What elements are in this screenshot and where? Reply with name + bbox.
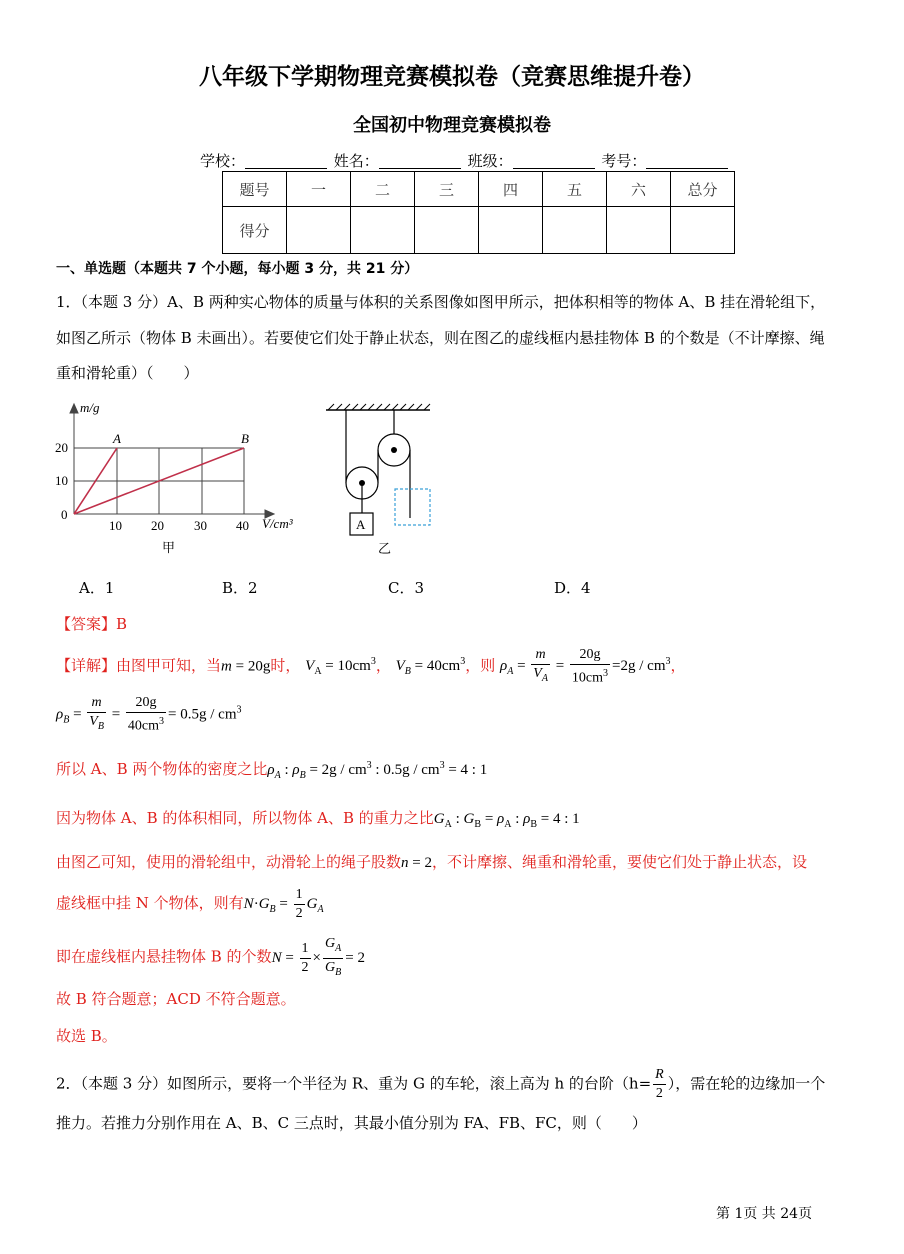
- exam-no-blank: [646, 154, 728, 169]
- object-a-label: A: [356, 517, 366, 532]
- q2-line-2: 推力。若推力分别作用在 A、B、C 三点时，其最小值分别为 FA、FB、FC，则（ ）: [56, 1114, 647, 1132]
- score-cell[interactable]: [415, 207, 479, 254]
- graph-y-label: m/g: [80, 400, 100, 415]
- option-b[interactable]: B．2: [222, 579, 258, 597]
- point-b-label: B: [241, 431, 249, 446]
- score-header-cell: 三: [415, 172, 479, 207]
- school-label: 学校：: [200, 152, 246, 170]
- eq-va: $V_A = 10cm^3$: [305, 656, 376, 678]
- graph-y-arrow: [70, 404, 78, 413]
- section-heading: 一、单选题（本题共 7 个小题，每小题 3 分，共 21 分）: [56, 261, 419, 277]
- mass-volume-graph: [50, 398, 310, 560]
- student-info-fields: [200, 150, 730, 171]
- score-cell[interactable]: [351, 207, 415, 254]
- rope-count-eq: n = 2: [401, 855, 432, 871]
- page-title: 八年级下学期物理竞赛模拟卷（竞赛思维提升卷）: [199, 64, 705, 90]
- page-number: 第 1页 共 24页: [716, 1206, 813, 1222]
- q1-line-2: 如图乙所示（物体 B 未画出）。若要使它们处于静止状态，则在图乙的虚线框内悬挂物体 B 的个数是（不计摩擦、绳: [56, 329, 825, 347]
- score-row-label: 得分: [223, 207, 287, 254]
- school-blank: [245, 154, 327, 169]
- x-tick-40: 40: [236, 518, 249, 533]
- score-cell[interactable]: [671, 207, 735, 254]
- detail-ratio-line: 所以 A、B 两个物体的密度之比$\rho_A$ : $\rho_B = 2g / cm^3$ : $0.5g / cm^3 = 4$ : 1: [56, 760, 488, 781]
- score-cell[interactable]: [607, 207, 671, 254]
- score-header-cell: 四: [479, 172, 543, 207]
- pulley-diagram: [322, 400, 437, 560]
- score-cell[interactable]: [543, 207, 607, 254]
- score-header-cell: 五: [543, 172, 607, 207]
- eq-rho-a: $\rho_A$ = $\frac{m}{V_A}$ = $\frac{20g}{10cm^3}$ $=2g / cm^3$: [500, 647, 671, 686]
- answer-line: 【答案】B: [56, 615, 128, 633]
- x-tick-30: 30: [194, 518, 207, 533]
- weight-ratio-eq: $G_A$ : $G_B = \rho_A$ : $\rho_B = 4$ : 1: [433, 811, 580, 830]
- eq-mass: m = 20g: [221, 658, 271, 675]
- eq-rho-b: $\rho_B$ = $\frac{m}{V_B}$ = $\frac{20g}{40cm^3}$ = $0.5g / cm^3$: [56, 695, 242, 734]
- score-header-cell: 题号: [223, 172, 287, 207]
- exam-no-label: 考号：: [601, 152, 647, 170]
- y-tick-20: 20: [55, 440, 68, 455]
- x-tick-10: 10: [109, 518, 122, 533]
- detail-count-line: 即在虚线框内悬挂物体 B 的个数N = $\frac{1}{2}$ × $\frac{G_A}{G_B}$ = 2: [56, 936, 365, 978]
- name-blank: [379, 154, 461, 169]
- q2-line-1: 2．（本题 3 分）如图所示，要将一个半径为 R、重为 G 的车轮，滚上高为 h 的台阶（h= $\frac{R}{2}$ ），需在轮的边缘加一个: [56, 1067, 826, 1101]
- detail-n-line: 虚线框中挂 N 个物体，则有$N\cdot G_B$ = $\frac{1}{2}$ $G_A$: [56, 887, 324, 921]
- graph-x-label: V/cm³: [262, 516, 293, 531]
- detail-pulley-line: 由图乙可知，使用的滑轮组中，动滑轮上的绳子股数n = 2，不计摩擦、绳重和滑轮重，要使它们处于静止状态，设: [56, 853, 807, 871]
- score-table: [222, 171, 735, 254]
- q1-line-3: 重和滑轮重）（ ）: [56, 364, 199, 382]
- x-tick-20: 20: [151, 518, 164, 533]
- detail-conclusion: 故 B 符合题意；ACD 不符合题意。: [56, 990, 296, 1008]
- balance-eq: $N\cdot G_B$ = $\frac{1}{2}$ $G_A$: [243, 887, 324, 921]
- detail-label: 【详解】: [56, 656, 117, 675]
- graph-caption: 甲: [162, 541, 176, 556]
- class-blank: [513, 154, 595, 169]
- y-tick-0: 0: [61, 507, 68, 522]
- score-cell[interactable]: [287, 207, 351, 254]
- score-header-cell: 总分: [671, 172, 735, 207]
- option-a[interactable]: A．1: [79, 579, 115, 597]
- pulley-caption: 乙: [378, 542, 392, 557]
- eq-vb: $V_B = 40cm^3$: [395, 656, 466, 678]
- dashed-box: [395, 489, 430, 525]
- q1-line-1: 1．（本题 3 分）A、B 两种实心物体的质量与体积的关系图像如图甲所示，把体积相等的物体 A、B 挂在滑轮组下，: [56, 293, 826, 311]
- page-subtitle: 全国初中物理竞赛模拟卷: [353, 115, 551, 136]
- class-label: 班级：: [467, 152, 513, 170]
- point-a-label: A: [113, 431, 121, 446]
- ceiling-hatch: [328, 404, 430, 410]
- score-header-cell: 六: [607, 172, 671, 207]
- detail-weight-line: 因为物体 A、B 的体积相同，所以物体 A、B 的重力之比$G_A$ : $G_B = \rho_A$ : $\rho_B = 4$ : 1: [56, 809, 580, 830]
- q2-fraction: $\frac{R}{2}$: [655, 1067, 664, 1101]
- count-eq: N = $\frac{1}{2}$ × $\frac{G_A}{G_B}$ = 2: [271, 936, 365, 978]
- detail-line-1: 【详解】由图甲可知，当m = 20g时， $V_A = 10cm^3$， $V_B = 40cm^3$，则 $\rho_A$ = $\frac{m}{V_A}$ = $\frac{20g}{10cm^3}$ $=2g / cm^3$，: [56, 647, 686, 686]
- option-c[interactable]: C．3: [388, 579, 425, 597]
- detail-choice: 故选 B。: [56, 1027, 117, 1045]
- score-cell[interactable]: [479, 207, 543, 254]
- score-header-cell: 一: [287, 172, 351, 207]
- score-header-cell: 二: [351, 172, 415, 207]
- option-d[interactable]: D．4: [554, 579, 591, 597]
- name-label: 姓名：: [333, 152, 379, 170]
- y-tick-10: 10: [55, 473, 68, 488]
- density-ratio-eq: $\rho_A$ : $\rho_B = 2g / cm^3$ : $0.5g / cm^3 = 4$ : 1: [267, 760, 488, 781]
